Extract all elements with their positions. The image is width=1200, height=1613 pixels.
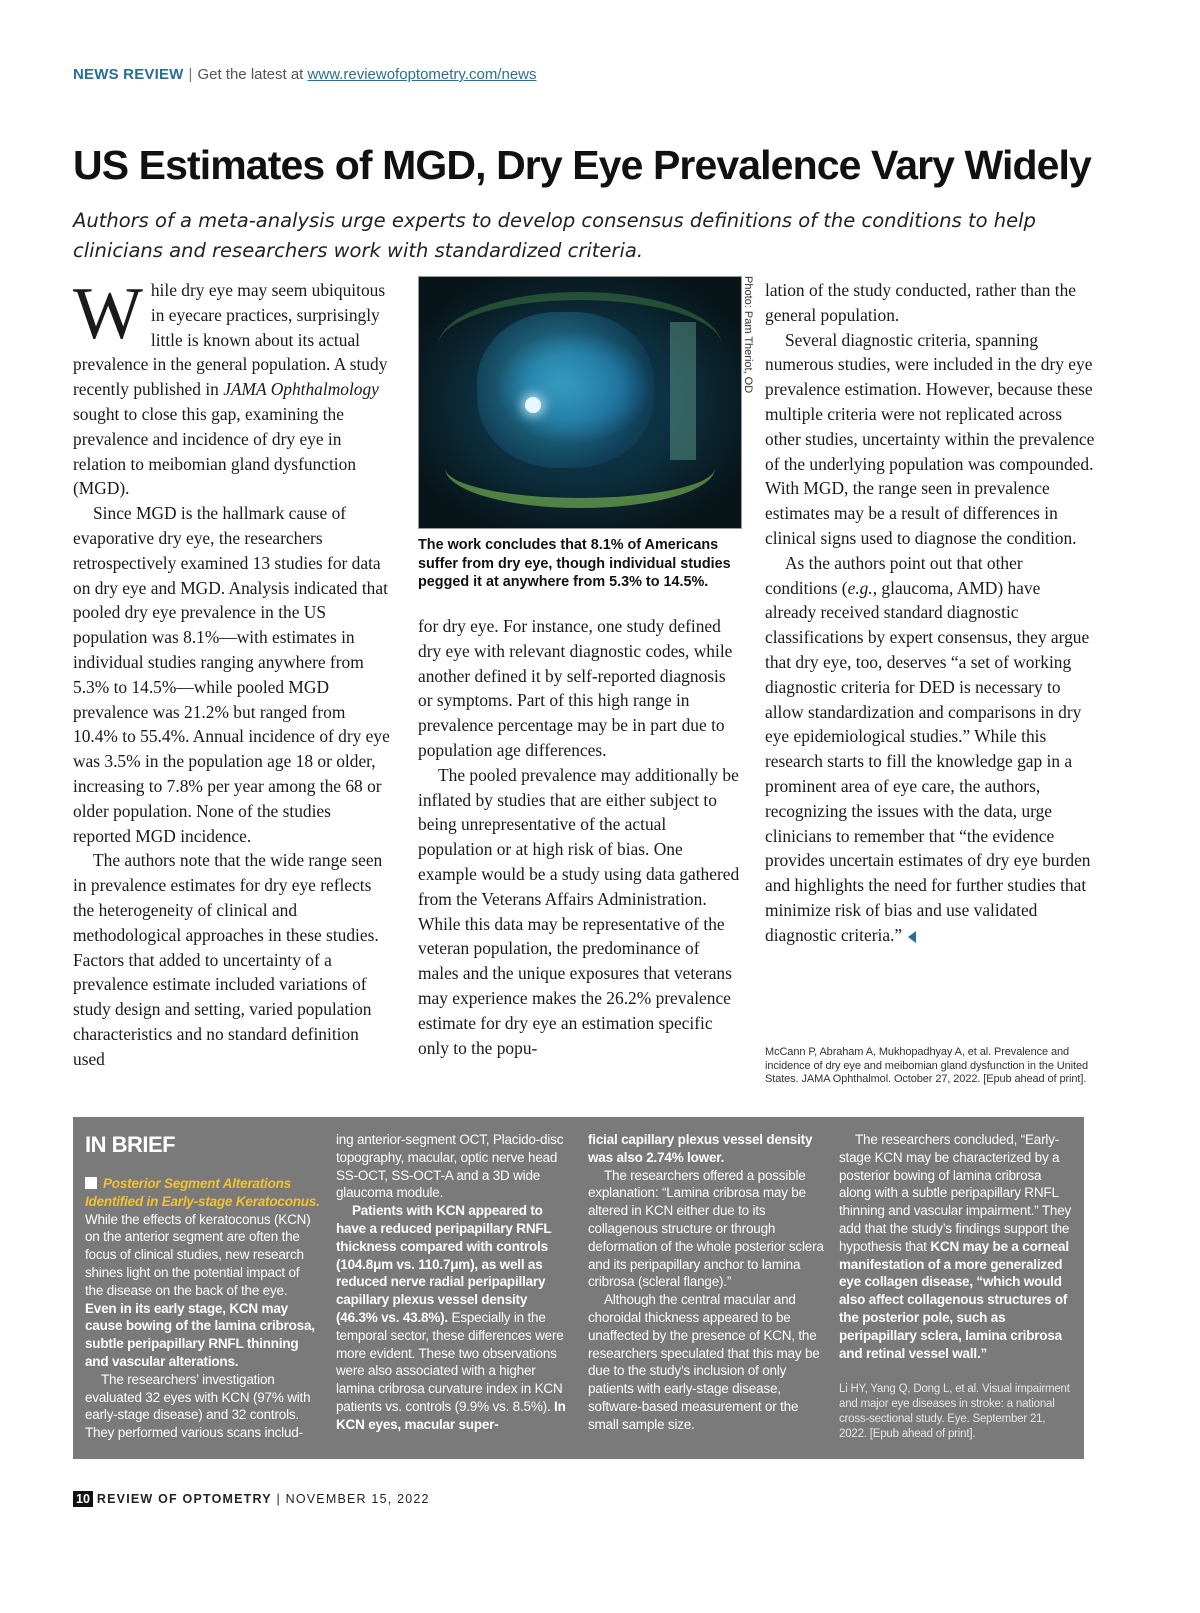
header-separator: | — [188, 66, 193, 83]
page-number: 10 — [73, 1491, 93, 1507]
issue-date: NOVEMBER 15, 2022 — [285, 1492, 430, 1506]
brief-reference: Li HY, Yang Q, Dong L, et al. Visual impairment and major eye diseases in stroke: a national cross-sectional study. Eye. September 21, 2022. [Epub ahead of print]. — [839, 1383, 1070, 1441]
brief-paragraph: ficial capillary plexus vessel density was also 2.74% lower. — [588, 1132, 813, 1165]
article-column-3 — [765, 278, 1095, 948]
paragraph: lation of the study conducted, rather than the general population. — [765, 280, 1077, 325]
in-brief-box — [73, 1117, 1084, 1459]
paragraph: The pooled prevalence may additionally be inflated by studies that are either subject to being unrepresentative of the actual population or at high risk of bias. One example would be a study using data gathered from the Veterans Affairs Administration. While this data may be representative of the veteran population, the predominance of males and the unique exposures that veterans may experience makes the 26.2% prevalence estimate for dry eye an estimation specific only to the popu- — [418, 764, 740, 1058]
drop-cap: W — [73, 273, 143, 355]
section-label: NEWS REVIEW — [73, 66, 184, 83]
brief-paragraph: ing anterior-segment OCT, Placido-disc topography, macular, optic nerve head SS-OCT, SS-OCT-A and a 3D wide glaucoma module. — [336, 1132, 564, 1201]
end-mark-icon — [908, 931, 916, 943]
article-column-2 — [418, 614, 744, 1060]
article-dek: Authors of a meta-analysis urge experts to develop consensus definitions of the conditions to help clinicians and researchers work with standardized criteria. — [73, 209, 1036, 262]
paragraph: Several diagnostic criteria, spanning numerous studies, were included in the dry eye prevalence estimation. However, because these multiple criteria were not replicated across other studies, uncertainty within the prevalence of the underlying population was compounded. With MGD, the range seen in prevalence estimates may be a result of differences in clinical signs used to diagnose the condition. — [765, 329, 1095, 548]
brief-paragraph: The researchers’ investigation evaluated 32 eyes with KCN (97% with early-stage disease) and 32 controls. They performed various scans includ- — [85, 1371, 311, 1441]
article-column-1 — [73, 273, 391, 1072]
news-link[interactable]: www.reviewofoptometry.com/news — [307, 66, 537, 83]
paragraph: As the authors point out that other conditions (e.g., glaucoma, AMD) have already received standard diagnostic classifications by expert consensus, they argue that dry eye, too, deserves “a set of working diagnostic criteria for DED is necessary to allow standardization and comparisons in dry eye epidemiological studies.” While this research starts to fill the knowledge gap in a prominent area of eye care, the authors, recognizing the issues with the data, urge clinicians to remember that “the evidence provides uncertain estimates of dry eye burden and highlights the need for further studies that minimize risk of bias and use validated diagnostic criteria.” — [765, 552, 1091, 945]
brief-paragraph: The researchers concluded, “Early-stage KCN may be characterized by a posterior bowing of lamina cribrosa along with a subtle peripapillary RNFL thinning and vascular impairment.” They add that the study’s findings support the hypothesis that KCN may be a corneal manifestation of a more generalized eye collagen disease, “which would also affect collagenous structures of the posterior pole, such as peripapillary sclera, lamina cribrosa and retinal vessel wall.” — [839, 1132, 1072, 1361]
brief-column-2 — [336, 1131, 572, 1434]
article-reference: McCann P, Abraham A, Mukhopadhyay A, et al. Prevalence and incidence of dry eye and meibomian gland dysfunction in the United States. JAMA Ophthalmol. October 27, 2022. [Epub ahead of print]. — [765, 1046, 1088, 1085]
header-tagline: Get the latest at — [197, 66, 304, 83]
brief-column-4 — [839, 1131, 1075, 1442]
page-footer: 10 REVIEW OF OPTOMETRY | NOVEMBER 15, 2022 — [73, 1491, 430, 1507]
paragraph: for dry eye. For instance, one study defined dry eye with relevant diagnostic codes, while another defined it by self-reported diagnosis or symptoms. Part of this high range in prevalence percentage may be in part due to population age differences. — [418, 616, 733, 760]
section-header — [73, 66, 537, 83]
paragraph: The authors note that the wide range seen in prevalence estimates for dry eye reflects the heterogeneity of clinical and methodological approaches in these studies. Factors that added to uncertainty of a prevalence estimate included variations of study design and setting, varied population characteristics and no standard definition used — [73, 850, 383, 1069]
brief-title: IN BRIEF — [85, 1132, 176, 1157]
paragraph: While dry eye may seem ubiquitous in eyecare practices, surprisingly little is known about its actual prevalence in the general population. A study recently published in JAMA Ophthalmology sought to close this gap, examining the prevalence and incidence of dry eye in relation to meibomian gland dysfunction (MGD). — [73, 273, 388, 499]
photo-caption: The work concludes that 8.1% of Americans suffer from dry eye, though individual studies pegged it at anywhere from 5.3% to 14.5%. — [418, 537, 731, 590]
brief-headline: Posterior Segment Alterations Identified in Early-stage Keratoconus. — [85, 1176, 320, 1209]
paragraph: Since MGD is the hallmark cause of evaporative dry eye, the researchers retrospectively examined 13 studies for data on dry eye and MGD. Analysis indicated that pooled dry eye prevalence in the US population was 8.1%—with estimates in individual studies ranging anywhere from 5.3% to 14.5%—while pooled MGD prevalence was 21.2% but ranged from 10.4% to 55.4%. Annual incidence of dry eye was 3.5% in the population age 18 or older, increasing to 7.8% per year among the 68 or older population. None of the studies reported MGD incidence. — [73, 503, 390, 846]
publication-name: REVIEW OF OPTOMETRY — [96, 1492, 272, 1506]
brief-paragraph: Although the central macular and choroidal thickness appeared to be unaffected by the presence of KCN, the researchers speculated that this may be due to the study’s inclusion of only patients with early-stage disease, software-based measurement or the small sample size. — [588, 1292, 820, 1432]
brief-paragraph: Posterior Segment Alterations Identified in Early-stage Keratoconus. While the effects of keratoconus (KCN) on the anterior segment are often the focus of clinical studies, new research shines light on the potential impact of the disease on the back of the eye. Even in its early stage, KCN may cause bowing of the lamina cribrosa, subtle peripapillary RNFL thinning and vascular alterations. — [85, 1176, 320, 1369]
dry-eye-photo — [418, 276, 742, 529]
brief-paragraph: The researchers offered a possible explanation: “Lamina cribrosa may be altered in KCN either due to its collagenous structure or through deformation of the whole posterior sclera and its peripapillary anchor to lamina cribrosa (scleral flange).” — [588, 1167, 824, 1290]
photo-credit: Photo: Pam Theriot, OD — [742, 276, 754, 394]
brief-column-1 — [85, 1131, 321, 1442]
journal-name: JAMA Ophthalmology — [223, 379, 379, 400]
brief-paragraph: Patients with KCN appeared to have a reduced peripapillary RNFL thickness compared with controls (104.8μm vs. 110.7μm), as well as reduced nerve radial peripapillary capillary plexus vessel density (46.3% vs. 43.8%). Especially in the temporal sector, these differences were more evident. These two observations were also associated with a higher lamina cribrosa curvature index in KCN patients vs. controls (9.9% vs. 8.5%). In KCN eyes, macular super- — [336, 1203, 566, 1432]
brief-column-3 — [588, 1131, 824, 1434]
article-title: US Estimates of MGD, Dry Eye Prevalence Vary Widely — [73, 142, 1091, 188]
square-bullet-icon — [85, 1177, 97, 1189]
